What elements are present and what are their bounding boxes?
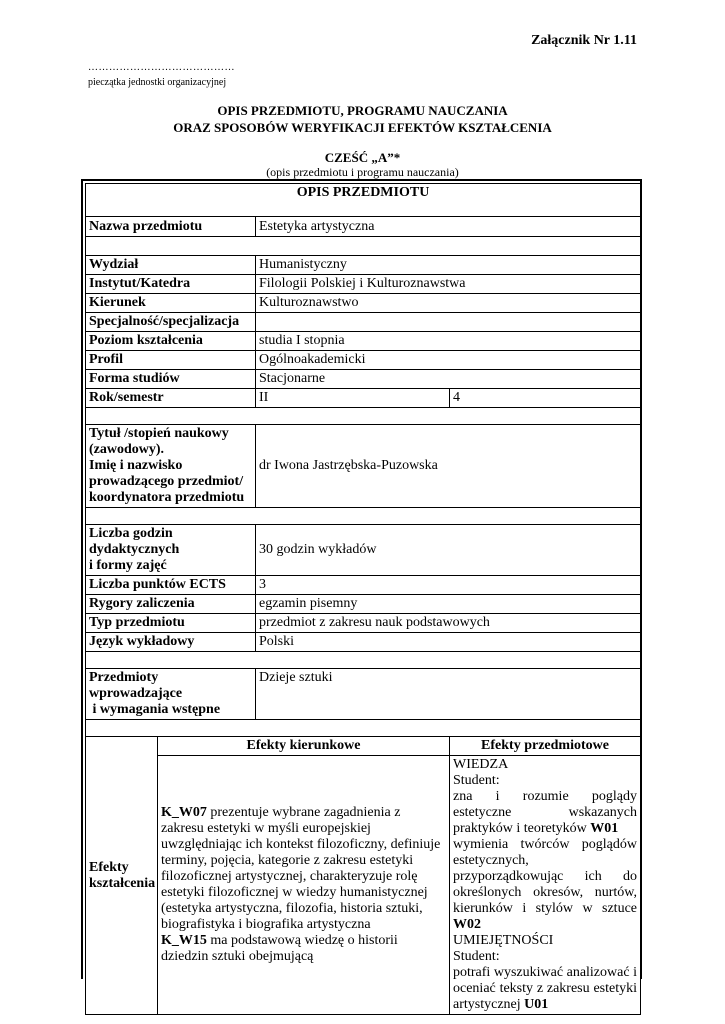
level-label: Poziom kształcenia — [86, 332, 256, 351]
year-semester-label: Rok/semestr — [86, 389, 256, 408]
program-outcomes-cell: K_W07 prezentuje wybrane zagadnienia z zakresu estetyki w myśli europejskiej uwzględniając ich kontekst filozoficzny, definiuje terminy, pojęcia, kategorie z zakresu estetyki filozoficznej artystycznej, charakteryzuje rolę estetyki filozoficznej w wiedzy humanistycznej (estetyka artystyczna, filozofia, historia sztuki, biografistyka i biografika artystyczna K_W15 ma podstawową wiedzę o historii dziedzin sztuki obejmującą — [158, 756, 450, 1015]
spacer-row — [86, 408, 641, 425]
spacer-row — [86, 720, 641, 737]
stamp-label: pieczątka jednostki organizacyjnej — [88, 77, 227, 88]
course-outcomes-cell — [450, 756, 641, 1015]
outcome-code: K_W07 — [161, 805, 207, 820]
level-value: studia I stopnia — [256, 332, 641, 351]
year-value: II — [256, 389, 450, 408]
student-label: Student: — [453, 773, 500, 788]
study-form-value: Stacjonarne — [256, 370, 641, 389]
field-of-study-label: Kierunek — [86, 294, 256, 313]
student-label: Student: — [453, 949, 500, 964]
assessment-value: egzamin pisemny — [256, 595, 641, 614]
spacer-row — [86, 237, 641, 256]
outcome-code: K_W15 — [161, 933, 207, 948]
prerequisites-value: Dzieje sztuki — [256, 669, 641, 720]
field-of-study-value: Kulturoznawstwo — [256, 294, 641, 313]
language-value: Polski — [256, 633, 641, 652]
part-title: CZEŚĆ „A”* — [324, 150, 401, 165]
outcome-u01: potrafi wyszukiwać analizować i oceniać teksty z zakresu estetyki artystycznej U01 — [453, 965, 637, 1012]
document-title-line2: ORAZ SPOSOBÓW WERYFIKACJI EFEKTÓW KSZTAŁCENIA — [173, 120, 552, 135]
stamp-dots: …………………………………… — [88, 62, 235, 73]
prerequisites-label: Przedmioty wprowadzające i wymagania wstępne — [86, 669, 256, 720]
annex-number: Załącznik Nr 1.11 — [531, 33, 637, 48]
hours-value: 30 godzin wykładów — [256, 525, 641, 576]
semester-value: 4 — [450, 389, 641, 408]
part-subtitle: (opis przedmiotu i programu nauczania) — [266, 165, 459, 179]
skills-heading: UMIEJĘTNOŚCI — [453, 933, 554, 948]
document-title-line1: OPIS PRZEDMIOTU, PROGRAMU NAUCZANIA — [217, 103, 508, 118]
course-type-label: Typ przedmiotu — [86, 614, 256, 633]
specialization-label: Specjalność/specjalizacja — [86, 313, 256, 332]
course-name-value: Estetyka artystyczna — [256, 217, 641, 237]
knowledge-heading: WIEDZA — [453, 757, 509, 772]
institute-value: Filologii Polskiej i Kulturoznawstwa — [256, 275, 641, 294]
faculty-value: Humanistyczny — [256, 256, 641, 275]
faculty-label: Wydział — [86, 256, 256, 275]
study-form-label: Forma studiów — [86, 370, 256, 389]
course-description-table — [85, 183, 641, 1015]
outcome-w01: zna i rozumie poglądy estetyczne wskazanych praktyków i teoretyków W01 — [453, 789, 637, 836]
outcome-w02: wymienia twórców poglądów estetycznych, przyporządkowując ich do określonych okresów, nurtów, kierunków i stylów w sztuce W02 — [453, 837, 637, 932]
course-outcomes-header: Efekty przedmiotowe — [450, 737, 641, 756]
ects-value: 3 — [256, 576, 641, 595]
program-outcomes-header: Efekty kierunkowe — [158, 737, 450, 756]
course-name-label: Nazwa przedmiotu — [86, 217, 256, 237]
hours-label: Liczba godzin dydaktycznych i formy zajęć — [86, 525, 256, 576]
profile-value: Ogólnoakademicki — [256, 351, 641, 370]
language-label: Język wykładowy — [86, 633, 256, 652]
course-type-value: przedmiot z zakresu nauk podstawowych — [256, 614, 641, 633]
learning-outcomes-label: Efekty kształcenia — [86, 737, 158, 1015]
course-description-frame — [81, 179, 642, 1012]
table-header: OPIS PRZEDMIOTU — [86, 184, 641, 217]
instructor-label: Tytuł /stopień naukowy (zawodowy). Imię i nazwisko prowadzącego przedmiot/ koordynatora przedmiotu — [86, 425, 256, 508]
instructor-value: dr Iwona Jastrzębska-Puzowska — [256, 425, 641, 508]
profile-label: Profil — [86, 351, 256, 370]
assessment-label: Rygory zaliczenia — [86, 595, 256, 614]
ects-label: Liczba punktów ECTS — [86, 576, 256, 595]
spacer-row — [86, 652, 641, 669]
specialization-value — [256, 313, 641, 332]
institute-label: Instytut/Katedra — [86, 275, 256, 294]
spacer-row — [86, 508, 641, 525]
